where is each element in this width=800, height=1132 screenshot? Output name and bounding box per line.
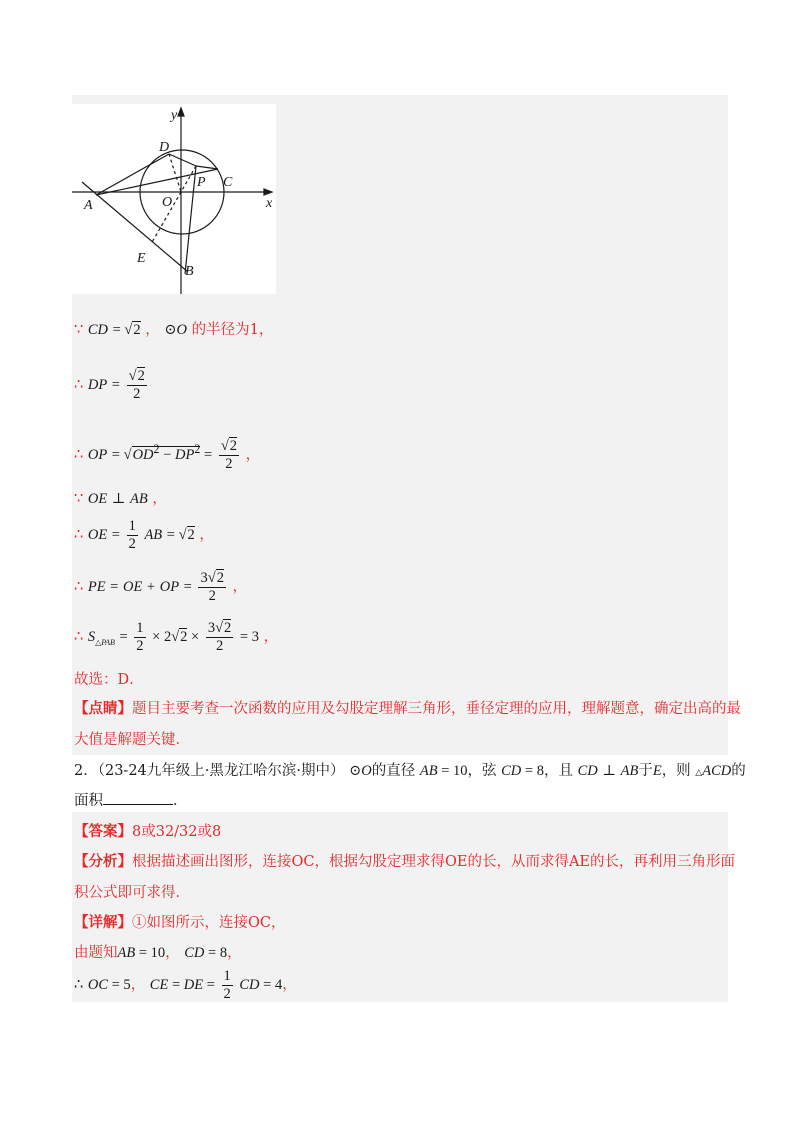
comment-line-1: 【点睛】题目主要考查一次函数的应用及勾股定理解三角形，垂径定理的应用，理解题意，确定出高的最 <box>74 700 741 717</box>
solution-line-2: ∴ DP = $\frac{√2}{2}$ <box>74 368 145 402</box>
x-axis-arrow <box>264 189 272 195</box>
answer-line: 【答案】8或32/32或8 <box>74 823 222 840</box>
answer-blank[interactable] <box>103 804 173 805</box>
line-dp <box>169 154 196 166</box>
label-c: C <box>223 175 233 190</box>
label-p: P <box>197 175 206 190</box>
analysis-line-2: 积公式即可求得． <box>74 885 190 901</box>
detail-line-1: 【详解】①如图所示，连接OC， <box>74 914 286 931</box>
coordinate-diagram <box>72 104 276 294</box>
label-o: O <box>162 195 173 210</box>
solution-line-4: ∵ OE ⊥ AB ， <box>74 491 167 507</box>
label-d: D <box>159 140 170 155</box>
label-e: E <box>137 251 146 266</box>
line-ad <box>96 154 169 195</box>
solution-line-1: ∵ CD = √2 ， ⊙O 的半径为1， <box>74 322 274 338</box>
solution-line-3: ∴ OP = $√OD^2 - DP^2$ = $\frac{√2}{2}$ ， <box>74 438 261 472</box>
answer-choice: 故选：D． <box>74 672 144 688</box>
detail-line-2: 由题知AB = 10， CD = 8， <box>74 945 242 961</box>
geometry-figure <box>72 104 276 294</box>
solution-line-7: ∴ $S_{\triangle PAB}$ = $\frac{1}{2}$ × 2√2 × $\frac{3√2}{2}$ = 3 ， <box>74 620 279 654</box>
label-x: x <box>266 196 273 211</box>
problem2-line-1: 2．（23-24九年级上·黑龙江哈尔滨·期中） ⊙O的直径 AB = 10，弦 CD = 8，且 CD ⊥ AB于E，则 △ACD的 <box>74 763 746 779</box>
problem2-line-2: 面积 ． <box>74 793 188 809</box>
analysis-line-1: 【分析】根据描述画出图形，连接OC，根据勾股定理求得OE的长，从而求得AE的长，再利用三角形面 <box>74 853 736 870</box>
label-a: A <box>84 198 93 213</box>
label-y: y <box>171 108 178 123</box>
solution-line-5: ∴ OE = $\frac{1}{2}$ AB = √2 ， <box>74 518 214 552</box>
comment-line-2: 大值是解题关键． <box>74 732 190 748</box>
detail-line-3: ∴ OC = 5， CE = DE = $\frac{1}{2}$ CD = 4， <box>74 968 297 1002</box>
label-b: B <box>185 264 194 279</box>
line-do-dashed <box>169 154 181 192</box>
solution-line-6: ∴ PE = OE + OP = $\frac{3√2}{2}$ ， <box>74 570 248 604</box>
y-axis-arrow <box>178 108 184 116</box>
